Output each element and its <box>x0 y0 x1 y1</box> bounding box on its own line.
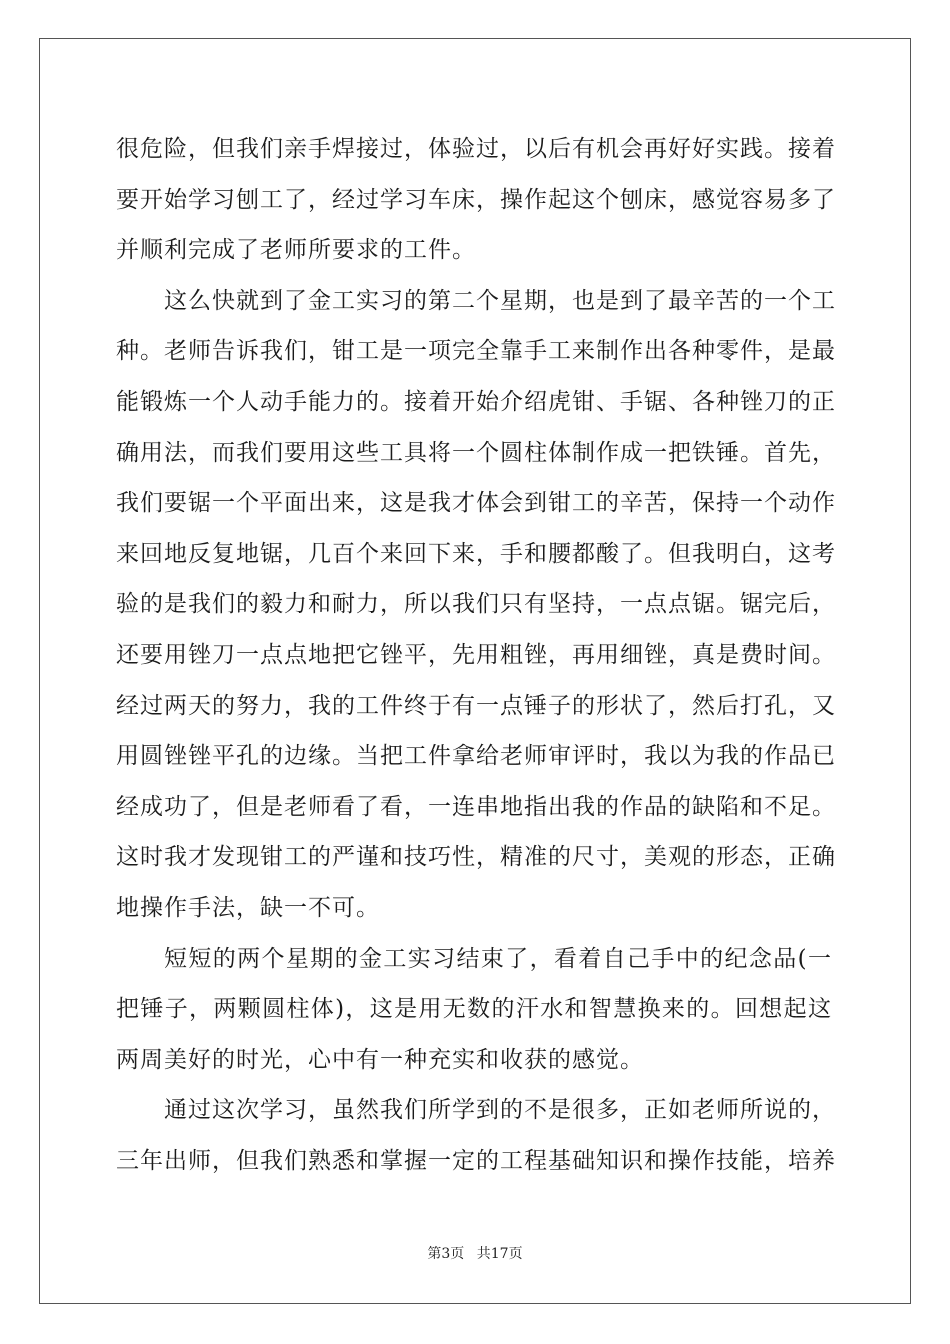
text-line: 经成功了，但是老师看了看，一连串地指出我的作品的缺陷和不足。 <box>116 793 836 820</box>
text-line: 地操作手法，缺一不可。 <box>116 894 380 921</box>
text-line: 三年出师，但我们熟悉和掌握一定的工程基础知识和操作技能，培养 <box>116 1147 836 1174</box>
text-line: 能锻炼一个人动手能力的。接着开始介绍虎钳、手锯、各种锉刀的正 <box>116 388 836 415</box>
text-line: 种。老师告诉我们，钳工是一项完全靠手工来制作出各种零件，是最 <box>116 338 836 365</box>
text-line: 两周美好的时光，心中有一种充实和收获的感觉。 <box>116 1046 644 1073</box>
text-line: 来回地反复地锯，几百个来回下来，手和腰都酸了。但我明白，这考 <box>116 540 836 567</box>
text-line: 用圆锉锉平孔的边缘。当把工件拿给老师审评时，我以为我的作品已 <box>116 743 836 770</box>
text-line: 通过这次学习，虽然我们所学到的不是很多，正如老师所说的， <box>164 1097 836 1124</box>
text-line: 短短的两个星期的金工实习结束了，看着自己手中的纪念品(一 <box>164 945 832 972</box>
text-line: 这么快就到了金工实习的第二个星期，也是到了最辛苦的一个工 <box>164 287 836 314</box>
text-line: 还要用锉刀一点点地把它锉平，先用粗锉，再用细锉，真是费时间。 <box>116 641 836 668</box>
text-line: 很危险，但我们亲手焊接过，体验过，以后有机会再好好实践。接着 <box>116 136 836 162</box>
text-line: 把锤子，两颗圆柱体)，这是用无数的汗水和智慧换来的。回想起这 <box>116 996 832 1023</box>
text-line: 验的是我们的毅力和耐力，所以我们只有坚持，一点点锯。锯完后， <box>116 591 836 618</box>
current-page-number: 第3页 <box>427 1246 465 1262</box>
text-line: 确用法，而我们要用这些工具将一个圆柱体制作成一把铁锤。首先， <box>116 439 836 466</box>
text-line: 并顺利完成了老师所要求的工件。 <box>116 237 476 264</box>
text-line: 要开始学习刨工了，经过学习车床，操作起这个刨床，感觉容易多了 <box>116 186 836 213</box>
text-line: 这时我才发现钳工的严谨和技巧性，精准的尺寸，美观的形态，正确 <box>116 844 836 871</box>
text-line: 经过两天的努力，我的工件终于有一点锤子的形状了，然后打孔，又 <box>116 692 836 719</box>
document-body <box>116 124 836 1186</box>
total-page-count: 共17页 <box>476 1246 523 1262</box>
page-footer <box>0 1243 950 1263</box>
text-line: 我们要锯一个平面出来，这是我才体会到钳工的辛苦，保持一个动作 <box>116 490 836 517</box>
